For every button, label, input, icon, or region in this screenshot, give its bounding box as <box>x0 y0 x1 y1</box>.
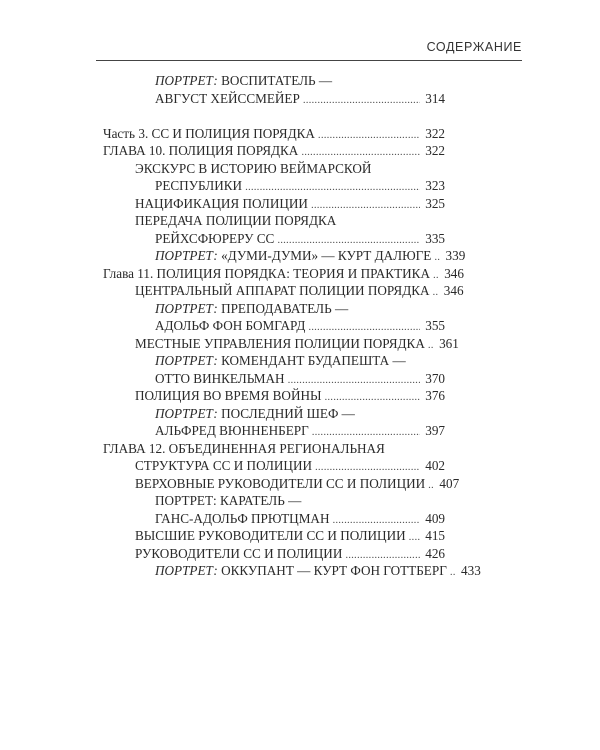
page-number: 314 <box>425 90 445 106</box>
toc-entry-title: АЛЬФРЕД ВЮННЕНБЕРГ <box>155 423 309 438</box>
toc-entry-supreme-leaders[interactable] <box>103 475 460 493</box>
page-number: 409 <box>425 510 445 526</box>
toc-entry-title: МЕСТНЫЕ УПРАВЛЕНИЯ ПОЛИЦИИ ПОРЯДКА <box>135 335 425 351</box>
page-number: 426 <box>425 545 445 561</box>
toc-entry-title: Часть 3. СС И ПОЛИЦИЯ ПОРЯДКА <box>103 125 315 141</box>
toc-entry-title: ПОРТРЕТ: КАРАТЕЛЬ — <box>155 493 302 508</box>
page-number: 325 <box>425 195 445 211</box>
page-number: 322 <box>425 125 445 141</box>
toc-entry-title: ПЕРЕДАЧА ПОЛИЦИИ ПОРЯДКА <box>135 213 337 228</box>
page-number: 361 <box>439 335 459 351</box>
page-number: 397 <box>425 423 445 438</box>
page-number: 323 <box>425 178 445 193</box>
toc-entry-title: АВГУСТ ХЕЙССМЕЙЕР <box>155 90 300 106</box>
toc-entry-heissmeyer[interactable]: ПОРТРЕТ: ВОСПИТАТЕЛЬ — АВГУСТ ХЕЙССМЕЙЕР . . . 314 <box>103 72 445 107</box>
portrait-prefix: ПОРТРЕТ: <box>155 248 218 263</box>
toc-entry-chapter-10[interactable] <box>103 142 445 160</box>
portrait-prefix: ПОРТРЕТ: <box>155 300 218 316</box>
portrait-prefix: ПОРТРЕТ: <box>155 405 218 421</box>
page-number: 335 <box>425 230 445 246</box>
toc-entry-title: ЦЕНТРАЛЬНЫЙ АППАРАТ ПОЛИЦИИ ПОРЯДКА <box>135 283 430 298</box>
toc-entry-title: РУКОВОДИТЕЛИ СС И ПОЛИЦИИ <box>135 545 343 561</box>
toc-entry-transfer[interactable]: ПЕРЕДАЧА ПОЛИЦИИ ПОРЯДКА РЕЙХСФЮРЕРУ СС . . . 335 <box>103 212 445 247</box>
toc-entry-wartime[interactable] <box>103 387 445 405</box>
toc-entry-chapter-11[interactable] <box>103 265 464 283</box>
page-number: 376 <box>425 388 445 403</box>
page-number: 346 <box>444 265 464 281</box>
toc-entry-gottberg[interactable]: ПОРТРЕТ: ОККУПАНТ — КУРТ ФОН ГОТТБЕРГ . . . 433 <box>103 562 445 580</box>
page-number: 407 <box>439 475 460 491</box>
toc-entry-title: ОТТО ВИНКЕЛЬМАН <box>155 370 285 386</box>
page-number: 415 <box>425 528 445 543</box>
toc-entry-title: Глава 11. ПОЛИЦИЯ ПОРЯДКА: ТЕОРИЯ И ПРАКТИКА <box>103 265 430 281</box>
toc-entry-local-admin[interactable] <box>103 335 459 353</box>
toc-entry-pruetzmann[interactable]: ПОРТРЕТ: КАРАТЕЛЬ — ГАНС-АДОЛЬФ ПРЮТЦМАН . . . 409 <box>103 492 445 527</box>
toc-entry-winkelmann[interactable]: ПОРТРЕТ: КОМЕНДАНТ БУДАПЕШТА — ОТТО ВИНКЕЛЬМАН . . . 370 <box>103 352 445 387</box>
portrait-prefix: ПОРТРЕТ: <box>155 73 218 88</box>
table-of-contents <box>103 72 481 580</box>
toc-entry-title: ВЫСШИЕ РУКОВОДИТЕЛИ СС И ПОЛИЦИИ <box>135 528 406 543</box>
toc-entry-title: ГЛАВА 12. ОБЪЕДИНЕННАЯ РЕГИОНАЛЬНАЯ <box>103 440 385 456</box>
leader-dots <box>303 92 420 110</box>
page-number: 370 <box>425 370 445 386</box>
page-number: 322 <box>425 143 445 158</box>
toc-entry-daluege[interactable]: ПОРТРЕТ: «ДУМИ-ДУМИ» — КУРТ ДАЛЮГЕ . . . 339 <box>103 247 445 265</box>
header-rule <box>96 60 522 61</box>
toc-entry-title: АДОЛЬФ ФОН БОМГАРД <box>155 318 306 333</box>
toc-entry-title: ВЕРХОВНЫЕ РУКОВОДИТЕЛИ СС И ПОЛИЦИИ <box>135 475 426 491</box>
portrait-prefix: ПОРТРЕТ: <box>155 563 218 578</box>
toc-entry-chapter-12[interactable]: ГЛАВА 12. ОБЪЕДИНЕННАЯ РЕГИОНАЛЬНАЯ СТРУКТУРА СС И ПОЛИЦИИ . . . 402 <box>103 440 445 475</box>
page-number: 339 <box>445 248 466 263</box>
toc-entry-title: ЭКСКУРС В ИСТОРИЮ ВЕЙМАРСКОЙ <box>135 160 372 176</box>
page-number: 346 <box>443 283 464 298</box>
page-number: 433 <box>461 563 481 578</box>
page-number: 402 <box>425 458 445 473</box>
toc-entry-leaders[interactable] <box>103 545 445 563</box>
toc-entry-title: ГЛАВА 10. ПОЛИЦИЯ ПОРЯДКА <box>103 143 299 158</box>
toc-entry-part-3[interactable] <box>103 125 445 143</box>
toc-entry-wuennenberg[interactable]: ПОРТРЕТ: ПОСЛЕДНИЙ ШЕФ — АЛЬФРЕД ВЮННЕНБЕРГ . . . 397 <box>103 405 445 440</box>
toc-entry-higher-leaders[interactable] <box>103 527 445 545</box>
toc-entry-nazification[interactable] <box>103 195 445 213</box>
toc-entry-central-apparatus[interactable] <box>103 282 464 300</box>
portrait-prefix: ПОРТРЕТ: <box>155 353 218 368</box>
toc-entry-bomhard[interactable]: ПОРТРЕТ: ПРЕПОДАВАТЕЛЬ — АДОЛЬФ ФОН БОМГАРД . . . 355 <box>103 300 445 335</box>
toc-entry-weimar[interactable]: ЭКСКУРС В ИСТОРИЮ ВЕЙМАРСКОЙ РЕСПУБЛИКИ . . . 323 <box>103 160 445 195</box>
page-number: 355 <box>425 318 445 333</box>
running-head: СОДЕРЖАНИЕ <box>426 40 522 54</box>
toc-entry-title: ПОЛИЦИЯ ВО ВРЕМЯ ВОЙНЫ <box>135 388 322 403</box>
toc-entry-title: НАЦИФИКАЦИЯ ПОЛИЦИИ <box>135 195 308 211</box>
